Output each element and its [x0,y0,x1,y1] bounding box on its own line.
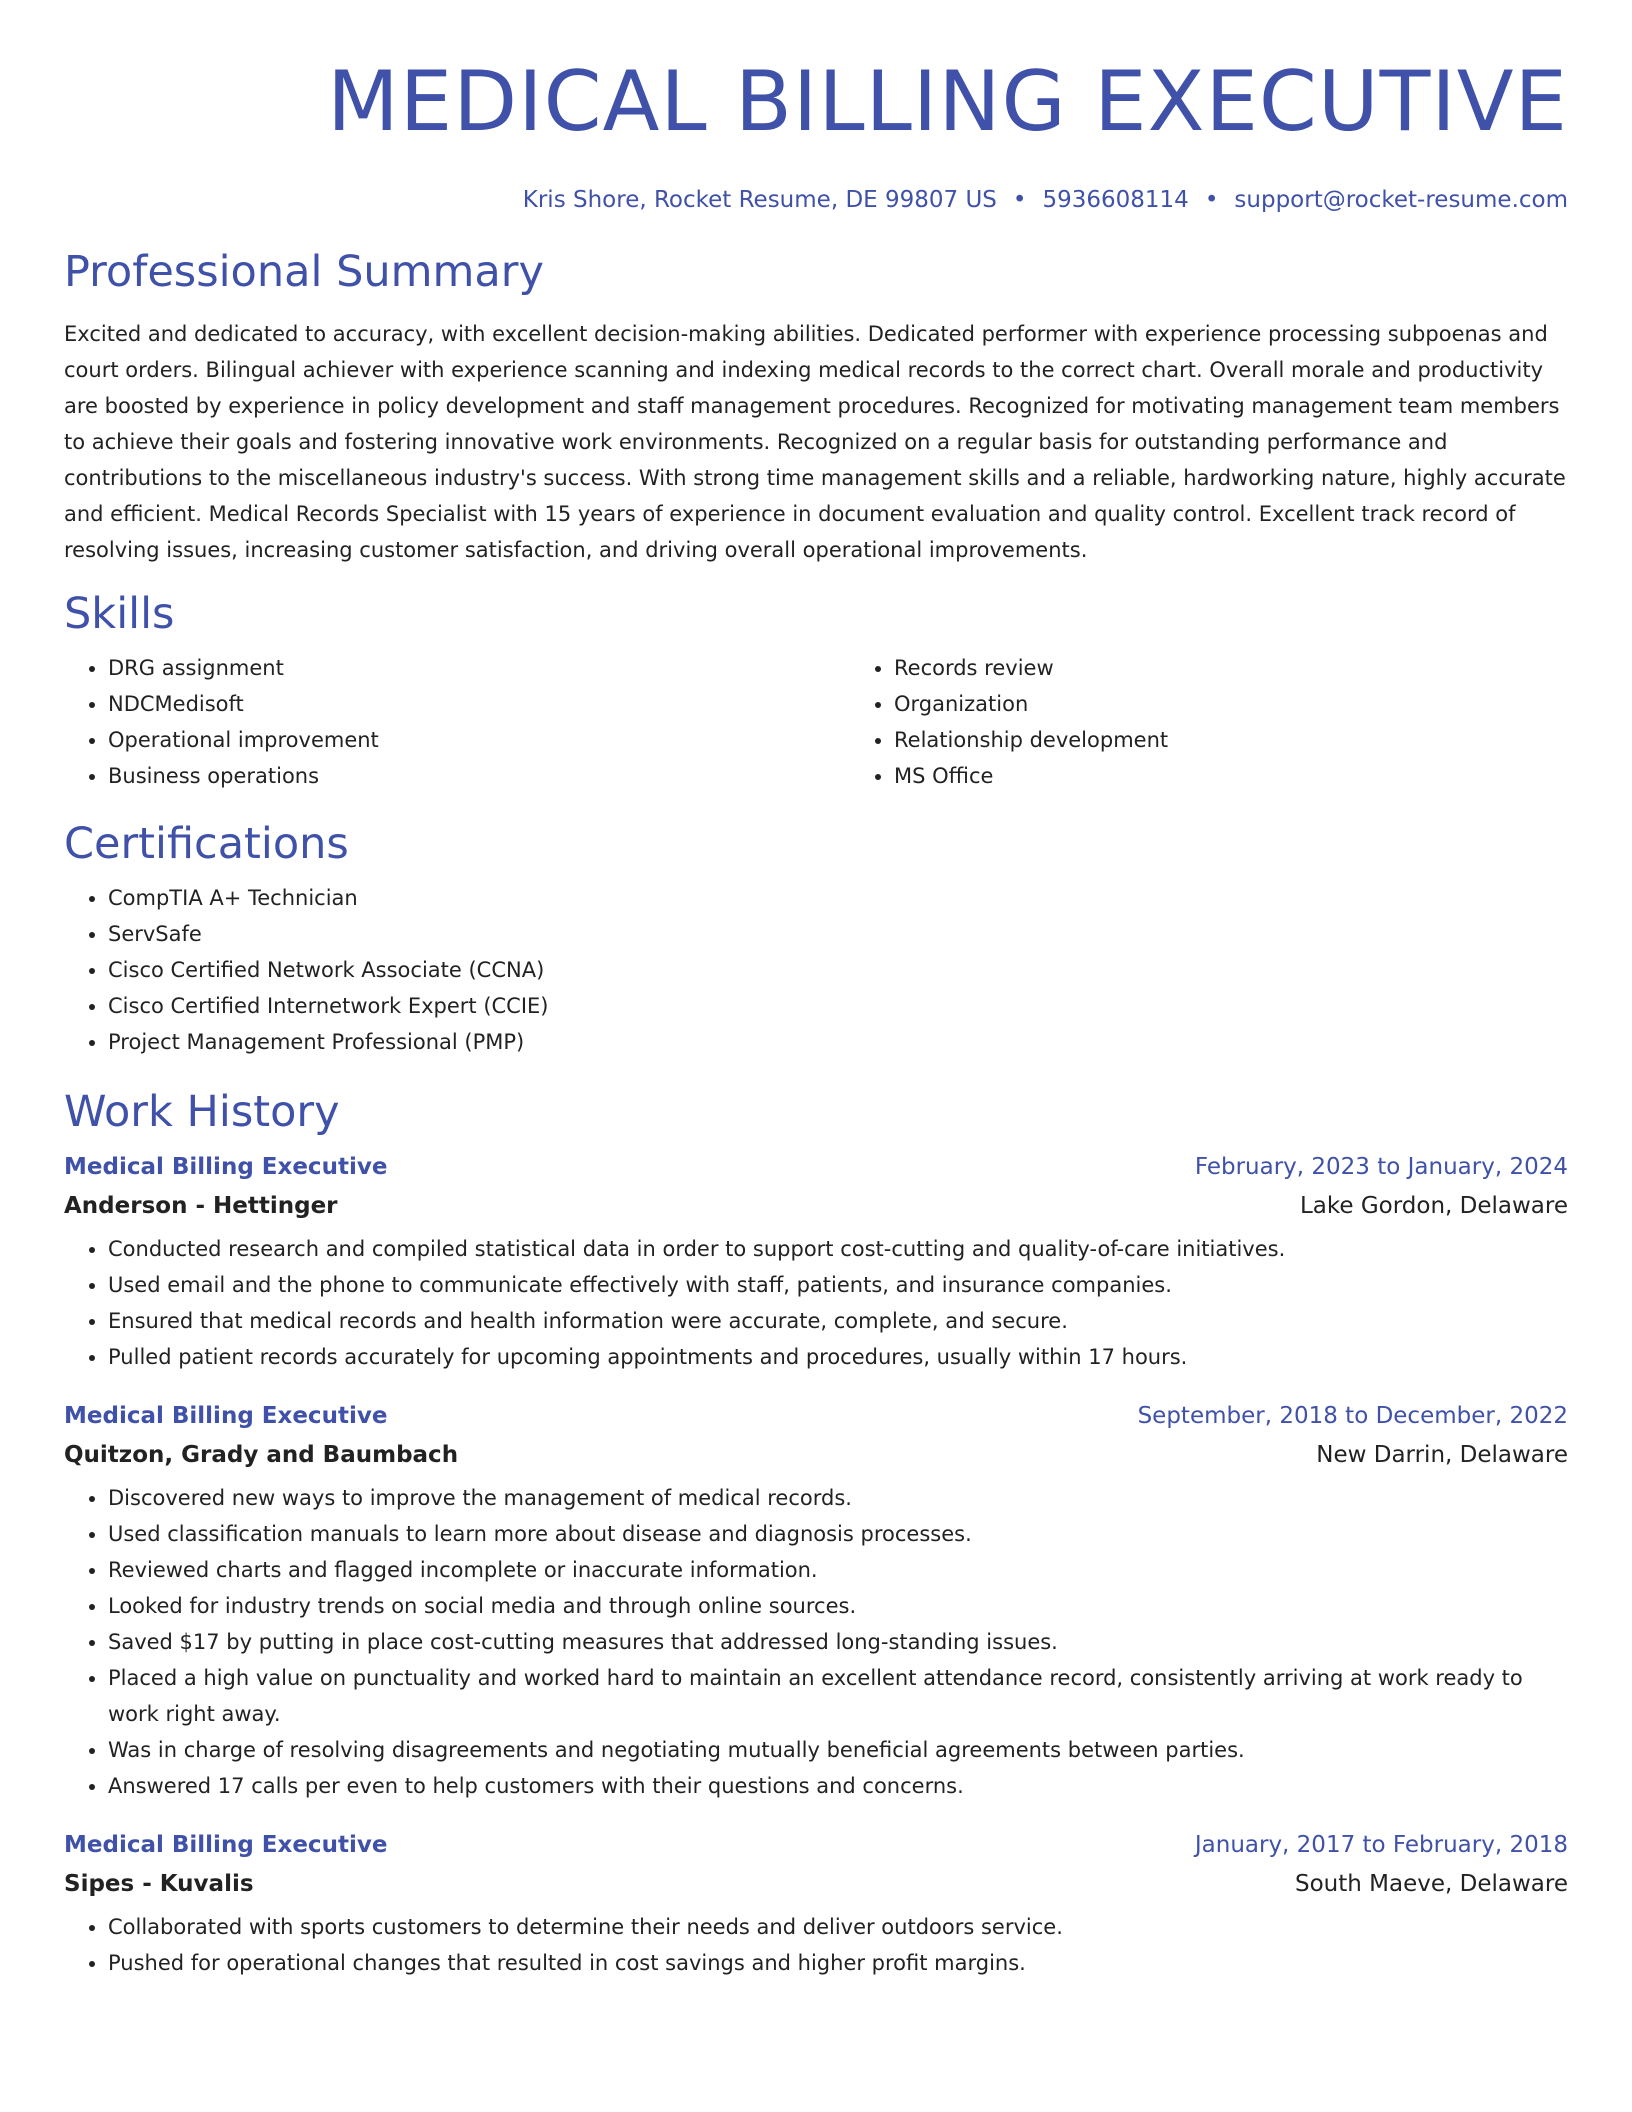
skill-item: • Operational improvement [108,722,850,758]
job-bullet: • Discovered new ways to improve the management of medical records. [108,1480,1568,1516]
certifications-list [64,880,1568,1060]
job-bullet: • Placed a high value on punctuality and worked hard to maintain an excellent attendance record, consistently arriving at work ready to work right away. [108,1660,1568,1732]
job-bullet: • Collaborated with sports customers to determine their needs and deliver outdoors service. [108,1909,1568,1945]
job-dates: January, 2017 to February, 2018 [1194,1832,1568,1858]
certification-item: • Cisco Certified Network Associate (CCNA) [108,952,1568,988]
job-bullet: • Pushed for operational changes that resulted in cost savings and higher profit margins. [108,1945,1568,1981]
job-bullet: • Was in charge of resolving disagreements and negotiating mutually beneficial agreements between parties. [108,1732,1568,1768]
skill-item: • NDCMedisoft [108,686,850,722]
job-entry [64,1830,1568,1981]
certification-item: • Project Management Professional (PMP) [108,1024,1568,1060]
contact-line [64,186,1568,214]
skill-item: • Records review [894,650,1168,686]
job-location: New Darrin, Delaware [1316,1442,1568,1468]
contact-phone[interactable]: 5936608114 [1042,187,1189,213]
skill-item: • Relationship development [894,722,1168,758]
job-title: Medical Billing Executive [64,1403,388,1429]
job-bullet: • Looked for industry trends on social media and through online sources. [108,1588,1568,1624]
job-location: Lake Gordon, Delaware [1299,1193,1568,1219]
job-bullet: • Reviewed charts and flagged incomplete or inaccurate information. [108,1552,1568,1588]
job-dates: September, 2018 to December, 2022 [1137,1403,1568,1429]
contact-address: Kris Shore, Rocket Resume, DE 99807 US [522,187,997,213]
resume-title: MEDICAL BILLING EXECUTIVE [327,53,1568,150]
job-location: South Maeve, Delaware [1295,1871,1568,1897]
summary-text: Excited and dedicated to accuracy, with excellent decision-making abilities. Dedicated performer with experience processing subpoenas and court orders. Bilingual achiever with experience scanning and indexing medical records to the correct chart. Overall morale and productivity are boosted by experience in policy development and staff management procedures. Recognized for motivating management team members to achieve their goals and fostering innovative work environments. Recognized on a regular basis for outstanding performance and contributions to the miscellaneous industry's success. With strong time management skills and a reliable, hardworking nature, highly accurate and efficient. Medical Records Specialist with 15 years of experience in document evaluation and quality control. Excellent track record of resolving issues, increasing customer satisfaction, and driving overall operational improvements. [64,322,1566,562]
job-bullet: • Used email and the phone to communicate effectively with staff, patients, and insurance companies. [108,1267,1568,1303]
job-bullets [64,1909,1568,1981]
contact-separator: • [1204,187,1219,213]
job-bullet: • Pulled patient records accurately for upcoming appointments and procedures, usually within 17 hours. [108,1339,1568,1375]
job-bullet: • Used classification manuals to learn more about disease and diagnosis processes. [108,1516,1568,1552]
skills-column-right [850,650,1168,794]
job-bullet: • Saved $17 by putting in place cost-cutting measures that addressed long-standing issues. [108,1624,1568,1660]
skill-item: • DRG assignment [108,650,850,686]
job-title: Medical Billing Executive [64,1832,388,1858]
certifications-heading: Certifications [64,819,349,869]
job-company: Anderson - Hettinger [64,1193,338,1219]
contact-email[interactable]: support@rocket-resume.com [1234,187,1568,213]
certification-item: • Cisco Certified Internetwork Expert (CCIE) [108,988,1568,1024]
job-bullet: • Ensured that medical records and health information were accurate, complete, and secure. [108,1303,1568,1339]
skills-heading: Skills [64,589,175,639]
contact-separator: • [1012,187,1027,213]
job-company: Sipes - Kuvalis [64,1871,254,1897]
work-history-heading: Work History [64,1087,340,1137]
job-dates: February, 2023 to January, 2024 [1194,1154,1568,1180]
certification-item: • CompTIA A+ Technician [108,880,1568,916]
summary-heading: Professional Summary [64,247,544,297]
job-company: Quitzon, Grady and Baumbach [64,1442,459,1468]
job-entry [64,1401,1568,1804]
job-title: Medical Billing Executive [64,1154,388,1180]
skills-column-left [64,650,850,794]
job-entry [64,1152,1568,1375]
skill-item: • MS Office [894,758,1168,794]
job-bullet: • Answered 17 calls per even to help customers with their questions and concerns. [108,1768,1568,1804]
job-bullets [64,1480,1568,1804]
work-history-list [64,1152,1568,1981]
skills-list [64,650,1568,794]
skill-item: • Business operations [108,758,850,794]
job-bullet: • Conducted research and compiled statistical data in order to support cost-cutting and quality-of-care initiatives. [108,1231,1568,1267]
job-bullets [64,1231,1568,1375]
certification-item: • ServSafe [108,916,1568,952]
skill-item: • Organization [894,686,1168,722]
